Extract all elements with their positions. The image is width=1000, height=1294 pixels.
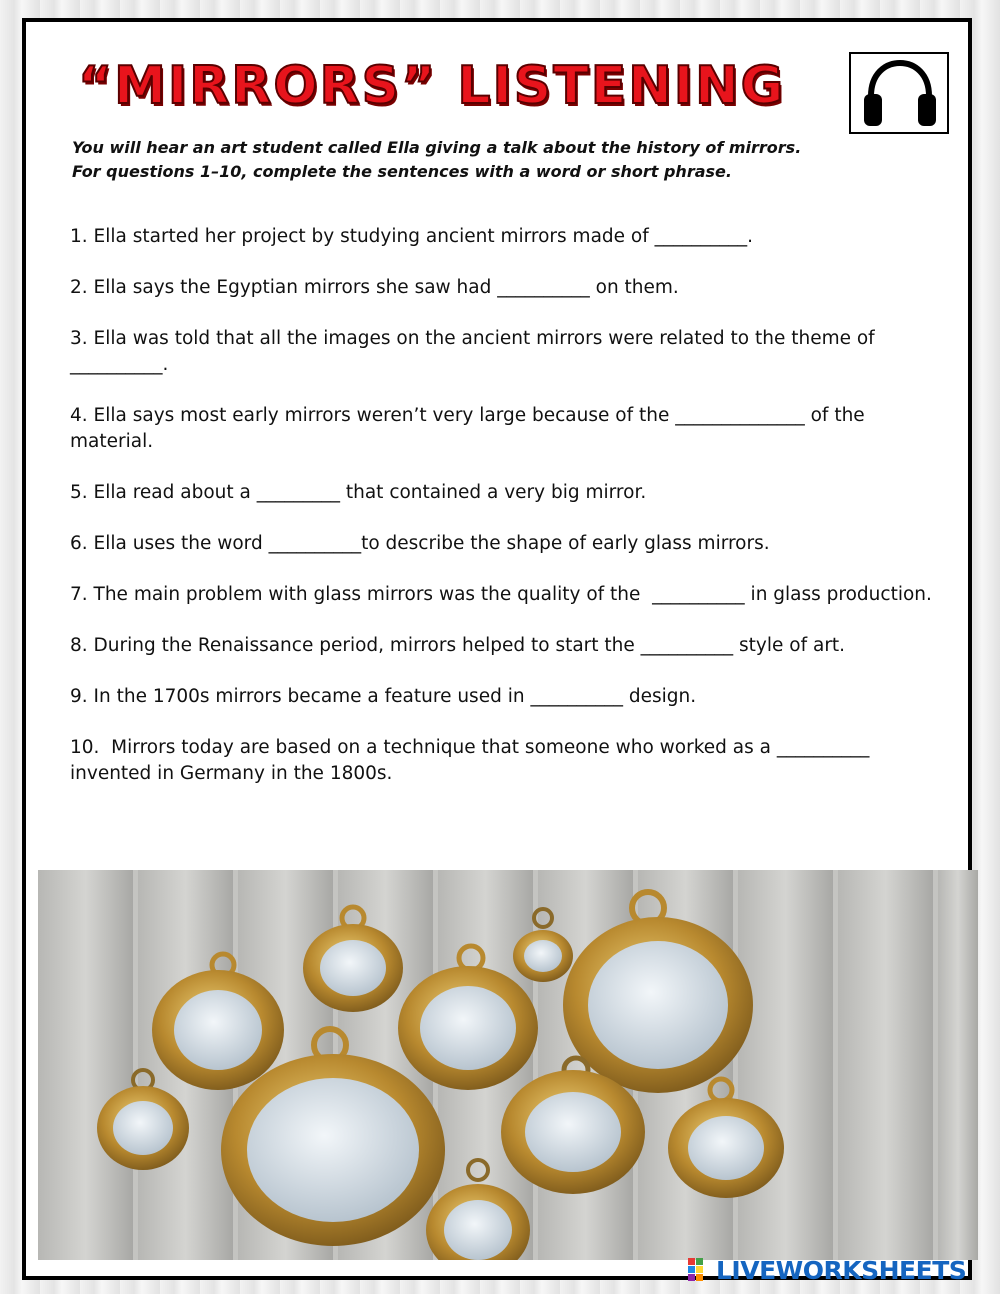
question-9[interactable]: 9. In the 1700s mirrors became a feature used in __________ design.	[70, 686, 697, 707]
audio-play-button[interactable]	[849, 52, 949, 134]
worksheet-page	[22, 18, 972, 1280]
mirrors-photo	[38, 870, 978, 1260]
question-4[interactable]: 4. Ella says most early mirrors weren’t very large because of the ______________ of the material.	[70, 405, 871, 452]
question-5[interactable]: 5. Ella read about a _________ that contained a very big mirror.	[70, 482, 647, 503]
question-list	[70, 224, 950, 787]
worksheet-title: “MIRRORS” LISTENING	[78, 56, 786, 116]
liveworksheets-logo-icon	[688, 1258, 712, 1282]
question-2[interactable]: 2. Ella says the Egyptian mirrors she saw had __________ on them.	[70, 277, 679, 298]
question-3[interactable]: 3. Ella was told that all the images on the ancient mirrors were related to the theme of __________.	[70, 328, 881, 375]
question-8[interactable]: 8. During the Renaissance period, mirrors helped to start the __________ style of art.	[70, 635, 846, 656]
question-7[interactable]: 7. The main problem with glass mirrors was the quality of the __________ in glass production.	[70, 584, 932, 605]
instructions-text: You will hear an art student called Ella giving a talk about the history of mirrors. For questions 1–10, complete the sentences with a word or short phrase.	[72, 138, 802, 181]
liveworksheets-logo-text: LIVEWORKSHEETS	[716, 1255, 967, 1285]
question-1[interactable]: 1. Ella started her project by studying ancient mirrors made of __________.	[70, 226, 754, 247]
liveworksheets-logo[interactable]	[688, 1256, 966, 1284]
headphones-icon	[861, 58, 939, 130]
question-6[interactable]: 6. Ella uses the word __________to describe the shape of early glass mirrors.	[70, 533, 770, 554]
question-10[interactable]: 10. Mirrors today are based on a technique that someone who worked as a __________ invented in Germany in the 1800s.	[70, 737, 876, 784]
